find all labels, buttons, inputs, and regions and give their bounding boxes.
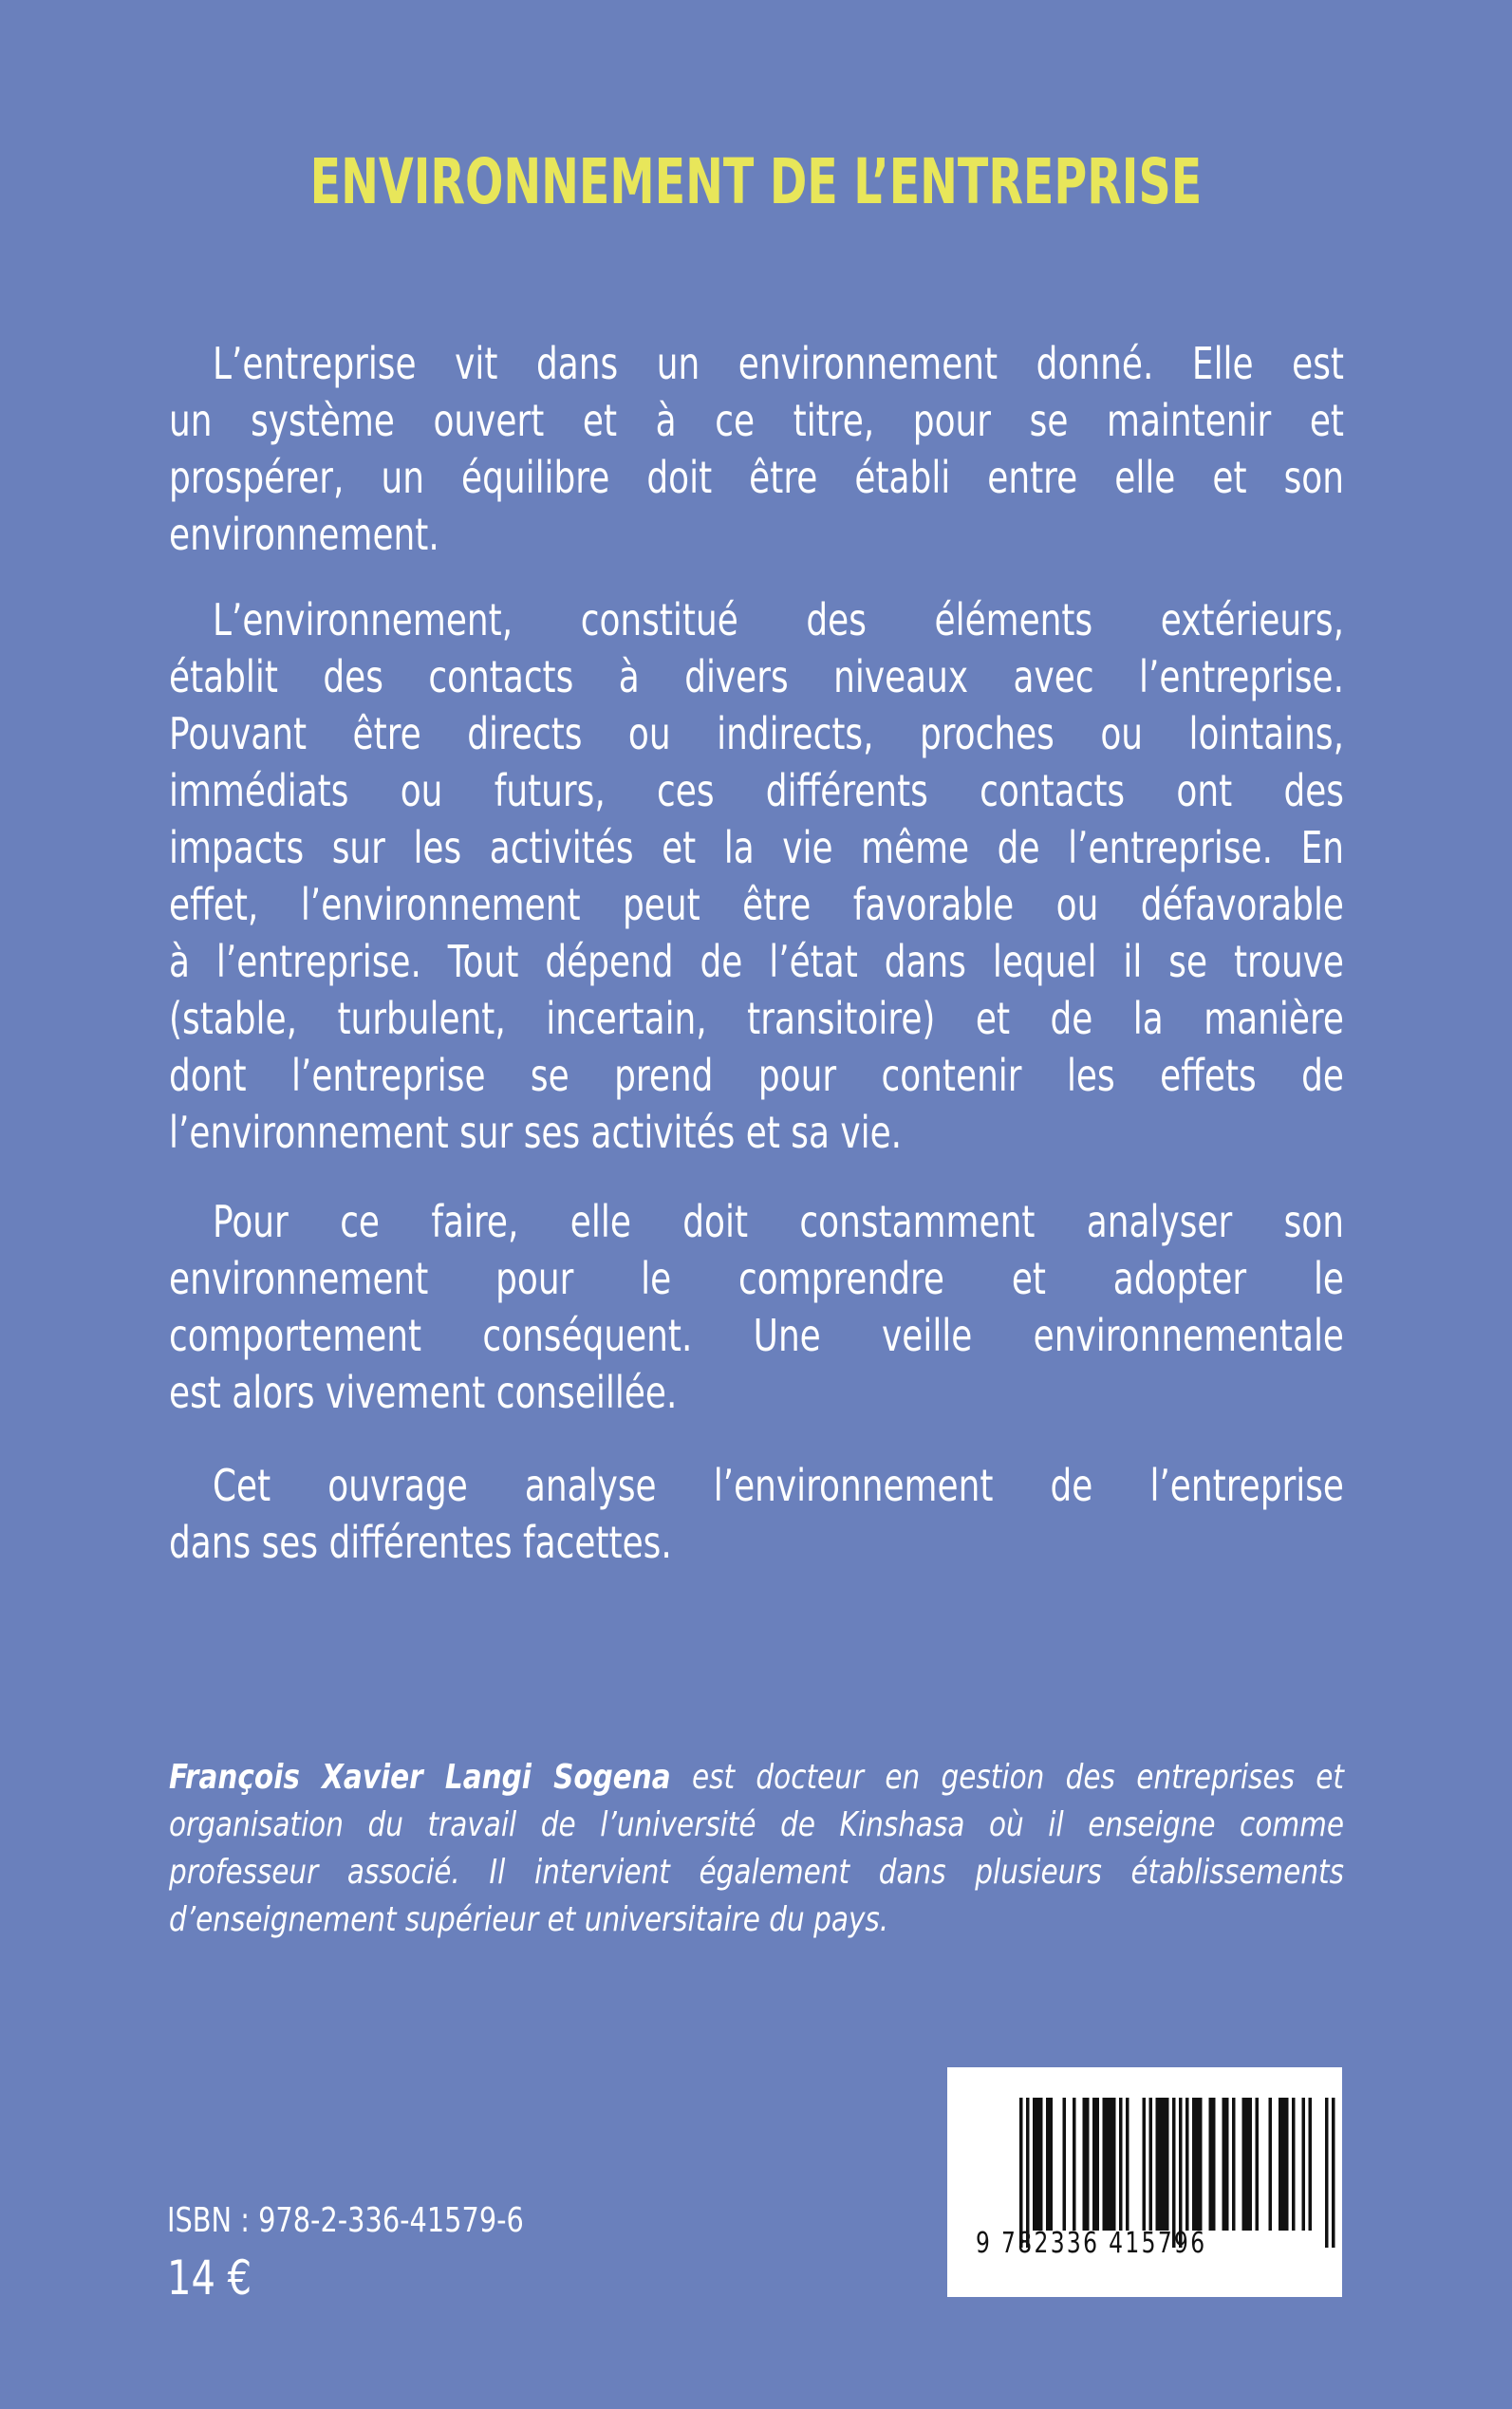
paragraph-line <box>169 335 1344 392</box>
barcode-bar <box>1209 2098 1213 2231</box>
book-title-text: ENVIRONNEMENT DE L’ENTREPRISE <box>309 145 1203 218</box>
paragraph-line <box>169 1364 1344 1421</box>
barcode-bar <box>1292 2098 1296 2231</box>
barcode-bar <box>1086 2098 1090 2231</box>
barcode-bar <box>1112 2098 1116 2231</box>
paragraph-line-text: impacts sur les activités et la vie même de l’entreprise. En <box>169 822 1344 873</box>
barcode-bar <box>1185 2098 1189 2231</box>
paragraph-line-text: L’entreprise vit dans un environnement donné. Elle est <box>213 338 1344 389</box>
isbn <box>167 2200 613 2242</box>
paragraph-line <box>169 1457 1344 1514</box>
barcode-bars <box>947 2067 1342 2297</box>
paragraph-line <box>169 1193 1344 1250</box>
paragraph-line <box>169 1514 1344 1571</box>
barcode-bar <box>1232 2098 1236 2231</box>
barcode-bar <box>1106 2098 1110 2231</box>
paragraph-line-text: immédiats ou futurs, ces différents contacts ont des <box>169 765 1345 816</box>
author-bio-line <box>169 1802 1344 1849</box>
blurb-paragraph-2 <box>169 591 1344 1161</box>
book-title <box>0 142 1512 222</box>
barcode-bar <box>1166 2098 1169 2231</box>
barcode-bar <box>1119 2098 1123 2231</box>
barcode-bar <box>1179 2098 1183 2248</box>
barcode-bar <box>1192 2098 1196 2231</box>
author-bio-line <box>169 1849 1344 1896</box>
author-bio-text: est docteur en gestion des entreprises et <box>670 1758 1345 1797</box>
barcode-digits-text: 9 782336 415796 <box>976 2227 1207 2260</box>
price-text: 14 € <box>167 2250 252 2306</box>
barcode-bar <box>1196 2098 1200 2231</box>
barcode-bar <box>1143 2098 1147 2231</box>
barcode <box>947 2067 1342 2297</box>
paragraph-line <box>169 1047 1344 1104</box>
barcode-bar <box>1282 2098 1286 2231</box>
barcode-bar <box>1302 2098 1306 2231</box>
blurb-paragraph-1 <box>169 335 1344 563</box>
barcode-bar <box>1225 2098 1229 2231</box>
barcode-bar <box>1050 2098 1054 2231</box>
barcode-bar <box>1073 2098 1076 2231</box>
author-bio-line-text: d’enseignement supérieur et universitaire du pays. <box>169 1900 889 1939</box>
author-name: François Xavier Langi Sogena <box>169 1758 671 1797</box>
barcode-bar <box>1096 2098 1100 2231</box>
barcode-bar <box>1163 2098 1167 2231</box>
paragraph-line <box>169 591 1344 648</box>
paragraph-line-text: L’environnement, constitué des éléments extérieurs, <box>213 594 1344 645</box>
barcode-bar <box>1256 2098 1260 2231</box>
barcode-bar <box>1039 2098 1043 2231</box>
paragraph-line-text: comportement conséquent. Une veille environnementale <box>169 1310 1345 1361</box>
paragraph-line-text: environnement pour le comprendre et adopter le <box>169 1253 1345 1304</box>
blurb-paragraph-4 <box>169 1457 1344 1571</box>
paragraph-line-text: Cet ouvrage analyse l’environnement de l’entreprise <box>213 1460 1344 1511</box>
barcode-bar <box>1279 2098 1282 2231</box>
paragraph-line <box>169 762 1344 819</box>
barcode-bar <box>1172 2098 1176 2248</box>
barcode-bar <box>1026 2098 1030 2248</box>
barcode-bar <box>1046 2098 1050 2231</box>
barcode-bar <box>1159 2098 1163 2231</box>
barcode-bar <box>1036 2098 1040 2231</box>
author-bio-line <box>169 1754 1344 1802</box>
barcode-bar <box>1223 2098 1226 2231</box>
blurb-paragraph-3 <box>169 1193 1344 1421</box>
paragraph-line <box>169 1104 1344 1161</box>
paragraph-line-text: l’environnement sur ses activités et sa vie. <box>169 1107 903 1158</box>
barcode-bar <box>1199 2098 1203 2231</box>
paragraph-line <box>169 449 1344 506</box>
barcode-bar <box>1325 2098 1329 2248</box>
paragraph-line-text: à l’entreprise. Tout dépend de l’état dans lequel il se trouve <box>169 936 1345 987</box>
barcode-bar <box>1092 2098 1096 2231</box>
barcode-bar <box>1033 2098 1036 2231</box>
price <box>167 2250 272 2306</box>
paragraph-line <box>169 933 1344 990</box>
paragraph-line <box>169 819 1344 876</box>
paragraph-line-text: prospérer, un équilibre doit être établi entre elle et son <box>169 452 1344 503</box>
paragraph-line-text: établit des contacts à divers niveaux avec l’entreprise. <box>169 651 1344 702</box>
barcode-bar <box>1332 2098 1335 2248</box>
barcode-bar <box>1156 2098 1160 2231</box>
barcode-digits <box>976 2227 1327 2261</box>
paragraph-line <box>169 876 1344 933</box>
author-bio-line-text: professeur associé. Il intervient également dans plusieurs établissements <box>169 1853 1345 1892</box>
barcode-bar <box>1309 2098 1313 2231</box>
barcode-bar <box>1083 2098 1087 2231</box>
barcode-bar <box>1212 2098 1216 2231</box>
paragraph-line-text: environnement. <box>169 509 439 560</box>
barcode-bar <box>1063 2098 1067 2231</box>
isbn-text: ISBN : 978-2-336-41579-6 <box>167 2201 524 2240</box>
paragraph-line <box>169 506 1344 563</box>
paragraph-line-text: dans ses différentes facettes. <box>169 1517 672 1568</box>
barcode-bar <box>1285 2098 1289 2231</box>
author-bio <box>169 1754 1344 1944</box>
barcode-bar <box>1126 2098 1129 2231</box>
paragraph-line-text: Pouvant être directs ou indirects, proches ou lointains, <box>169 708 1345 759</box>
paragraph-line-text: dont l’entreprise se prend pour contenir les effets de <box>169 1050 1345 1101</box>
paragraph-line <box>169 1307 1344 1364</box>
paragraph-line <box>169 705 1344 762</box>
paragraph-line-text: un système ouvert et à ce titre, pour se maintenir et <box>169 395 1345 446</box>
paragraph-line <box>169 990 1344 1047</box>
paragraph-line-text: effet, l’environnement peut être favorable ou défavorable <box>169 879 1344 930</box>
paragraph-line-text: Pour ce faire, elle doit constamment analyser son <box>213 1196 1344 1247</box>
barcode-bar <box>1110 2098 1113 2231</box>
barcode-bar <box>1269 2098 1273 2231</box>
barcode-bar <box>1249 2098 1253 2231</box>
paragraph-line-text: est alors vivement conseillée. <box>169 1367 678 1418</box>
barcode-bar <box>1245 2098 1249 2231</box>
author-bio-line <box>169 1896 1344 1944</box>
paragraph-line <box>169 1250 1344 1307</box>
barcode-bar <box>1103 2098 1107 2231</box>
author-bio-line-text: organisation du travail de l’université de Kinshasa où il enseigne comme <box>169 1805 1344 1844</box>
paragraph-line <box>169 648 1344 705</box>
paragraph-line <box>169 392 1344 449</box>
barcode-bar <box>1149 2098 1153 2231</box>
barcode-bar <box>1019 2098 1023 2248</box>
paragraph-line-text: (stable, turbulent, incertain, transitoire) et de la manière <box>169 993 1344 1044</box>
barcode-bar <box>1242 2098 1246 2231</box>
